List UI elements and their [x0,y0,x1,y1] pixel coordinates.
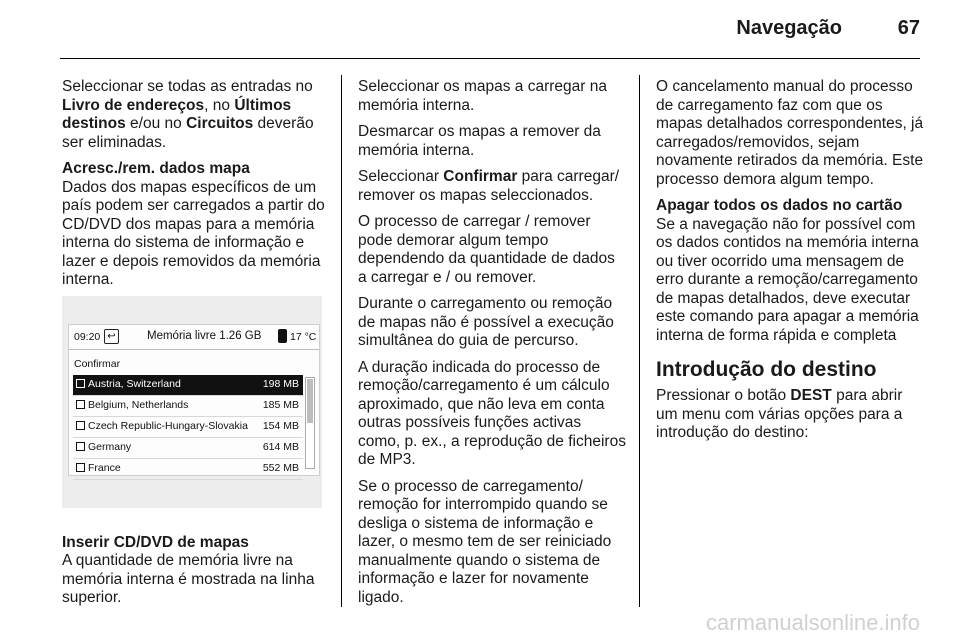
heading-insert-cd: Inserir CD/DVD de mapas [62,533,249,551]
paragraph: Se a navegação não for possível com os dados contidos na memória interna ou tiver ocorrido uma mensagem de erro durante a remoção/carregamento de mapas detalhados, deve executar este comando para apagar a memória interna de forma rápida e completa [656,215,919,344]
paragraph: O cancelamento manual do processo de carregamento faz com que os mapas detalhados correspondentes, já carregados/removidos, sejam novamente retirados da memória. Este processo demora algum tempo. [656,78,924,188]
column-3 [656,78,924,451]
paragraph: Desmarcar os mapas a remover da memória interna. [358,123,601,159]
heading-delete-data: Apagar todos os dados no cartão [656,197,903,214]
checkbox-checked-icon [76,379,85,388]
checkbox-icon [76,463,85,472]
scrollbar[interactable] [305,377,315,469]
paragraph: Se o processo de carregamento/ remoção for interrompido quando se desliga o sistema de informação e lazer, o mesmo tem de ser reiniciado manualmente quando o sistema de informação e lazer for novamente ligado. [358,477,612,606]
section-title: Navegação [736,17,842,39]
paragraph: Seleccionar Confirmar para carregar/ remover os mapas seleccionados. [358,168,620,204]
header-rule [60,58,920,59]
navigation-icon: ↩ [104,329,119,344]
paragraph: Seleccionar os mapas a carregar na memória interna. [358,78,607,114]
checkbox-icon [76,421,85,430]
heading-destination: Introdução do destino [656,358,877,381]
scrollbar-thumb[interactable] [307,379,313,423]
heading-map-data: Acresc./rem. dados mapa [62,160,250,177]
column-divider [341,75,342,607]
watermark: carmanualsonline.info [705,610,920,635]
column-divider [639,75,640,607]
paragraph: A duração indicada do processo de remoção/carregamento é um cálculo aproximado, que não leva em conta outras possíveis funções activas como, p. ex., a reprodução de ficheiros de MP3. [358,358,626,468]
checkbox-icon [76,442,85,451]
temperature: 17 °C [290,331,317,343]
screen-figure [62,296,322,508]
thermometer-icon [278,329,287,343]
display-screen [68,324,320,476]
confirm-button[interactable]: Confirmar [74,358,121,370]
map-list-item[interactable]: Germany 614 MB [73,438,303,459]
paragraph: Seleccionar se todas as entradas no Livro de endereços, no Últimos destinos e/ou no Circuitos deverão ser eliminadas. [62,78,314,151]
memory-status: Memória livre 1.26 GB [147,330,262,342]
map-list-item[interactable]: Austria, Switzerland 198 MB [73,375,303,396]
paragraph: Dados dos mapas específicos de um país podem ser carregados a partir do CD/DVD dos mapas para a memória interna do sistema de informação e lazer e depois removidos da memória interna. [62,178,325,288]
paragraph: Durante o carregamento ou remoção de mapas não é possível a execução simultânea do guia de percurso. [358,295,614,349]
paragraph: A quantidade de memória livre na memória interna é mostrada na linha superior. [62,552,315,606]
map-list-item[interactable]: France 552 MB [73,459,303,480]
clock: 09:20 [74,331,101,343]
paragraph: O processo de carregar / remover pode demorar algum tempo dependendo da quantidade de dados a carregar e / ou remover. [358,213,615,286]
status-bar [69,325,319,350]
map-list [73,375,303,480]
checkbox-icon [76,400,85,409]
page-number: 67 [897,17,920,39]
map-list-item[interactable]: Czech Republic-Hungary-Slovakia 154 MB [73,417,303,438]
paragraph: Pressionar o botão DEST para abrir um menu com várias opções para a introdução do destino: [656,387,903,441]
map-list-item[interactable]: Belgium, Netherlands 185 MB [73,396,303,417]
page-header [0,0,960,60]
column-2 [358,78,626,615]
